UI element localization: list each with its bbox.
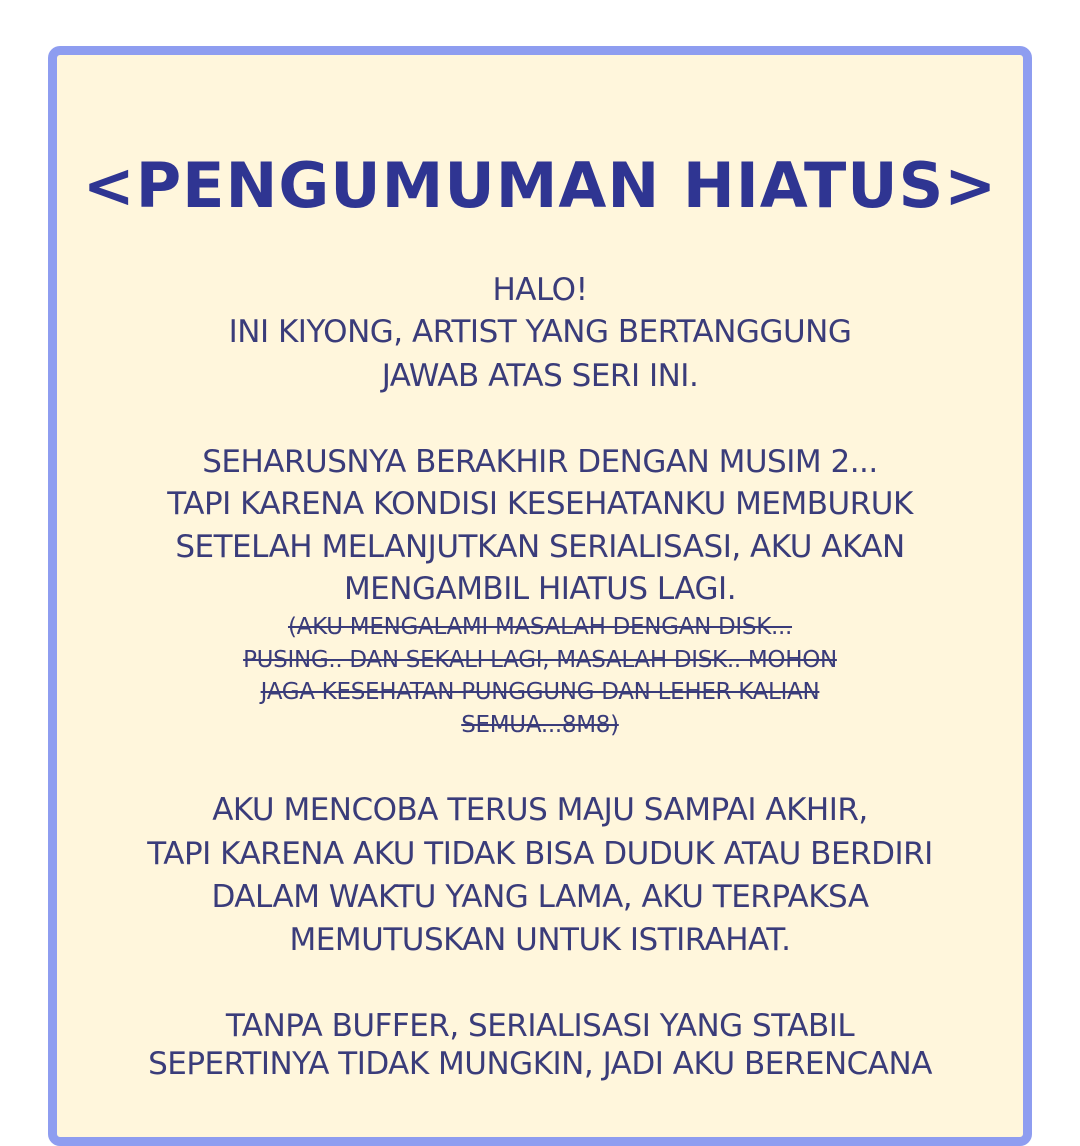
text-line: JAWAB ATAS SERI INI. — [381, 358, 699, 394]
strikethrough-note-line: JAGA KESEHATAN PUNGGUNG DAN LEHER KALIAN — [260, 679, 820, 705]
text-line: SEPERTINYA TIDAK MUNGKIN, JADI AKU BERENCANA — [148, 1046, 932, 1082]
strikethrough-note-line: (AKU MENGALAMI MASALAH DENGAN DISK... — [287, 614, 793, 640]
strikethrough-note-line: SEMUA...8M8) — [461, 712, 619, 738]
text-line: SEHARUSNYA BERAKHIR DENGAN MUSIM 2... — [202, 444, 878, 480]
text-line: DALAM WAKTU YANG LAMA, AKU TERPAKSA — [211, 879, 869, 915]
text-line: MENGAMBIL HIATUS LAGI. — [343, 571, 737, 607]
text-line: INI KIYONG, ARTIST YANG BERTANGGUNG — [228, 314, 852, 350]
text-line: MEMUTUSKAN UNTUK ISTIRAHAT. — [289, 922, 791, 958]
text-line: TANPA BUFFER, SERIALISASI YANG STABIL — [225, 1008, 855, 1044]
text-line: HALO! — [492, 272, 588, 308]
text-line: SETELAH MELANJUTKAN SERIALISASI, AKU AKAN — [175, 529, 905, 565]
text-line: TAPI KARENA KONDISI KESEHATANKU MEMBURUK — [167, 486, 913, 522]
text-line: TAPI KARENA AKU TIDAK BISA DUDUK ATAU BERDIRI — [147, 836, 933, 872]
text-line: AKU MENCOBA TERUS MAJU SAMPAI AKHIR, — [212, 792, 868, 828]
announcement-title: <PENGUMUMAN HIATUS> — [82, 149, 998, 222]
strikethrough-note-line: PUSING.. DAN SEKALI LAGI, MASALAH DISK.. MOHON — [243, 647, 837, 673]
